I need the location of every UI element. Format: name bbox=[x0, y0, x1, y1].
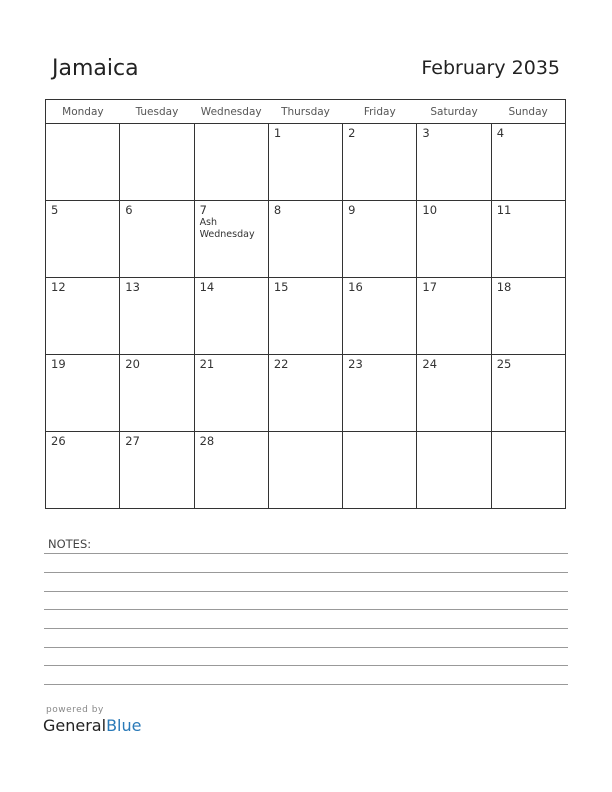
weekday-sunday: Sunday bbox=[491, 100, 565, 124]
weekday-saturday: Saturday bbox=[417, 100, 491, 124]
day-cell bbox=[120, 201, 194, 278]
day-cell bbox=[194, 124, 268, 201]
weekday-thursday: Thursday bbox=[268, 100, 342, 124]
day-cell bbox=[46, 432, 120, 509]
day-number: 13 bbox=[125, 280, 140, 294]
brand-logo-general: General bbox=[43, 716, 107, 735]
week-row bbox=[46, 278, 566, 355]
day-cell bbox=[194, 201, 268, 278]
note-line bbox=[44, 572, 568, 573]
day-cell bbox=[417, 124, 491, 201]
day-cell bbox=[343, 201, 417, 278]
day-cell bbox=[120, 124, 194, 201]
note-line bbox=[44, 665, 568, 666]
day-cell bbox=[46, 278, 120, 355]
day-number: 17 bbox=[422, 280, 438, 294]
day-number: 10 bbox=[422, 203, 438, 217]
note-line bbox=[44, 684, 568, 685]
day-number: 25 bbox=[496, 357, 512, 371]
day-cell bbox=[343, 355, 417, 432]
day-number: 1 bbox=[273, 126, 282, 140]
day-number: 2 bbox=[348, 126, 356, 140]
weekday-wednesday: Wednesday bbox=[194, 100, 268, 124]
weekday-tuesday: Tuesday bbox=[120, 100, 194, 124]
day-number: 19 bbox=[51, 357, 66, 371]
week-row bbox=[46, 124, 566, 201]
day-cell bbox=[46, 124, 120, 201]
week-row bbox=[46, 201, 566, 278]
note-line bbox=[44, 609, 568, 610]
day-cell bbox=[268, 201, 342, 278]
day-cell bbox=[194, 432, 268, 509]
weekday-monday: Monday bbox=[46, 100, 120, 124]
powered-by-text: powered by bbox=[46, 705, 104, 715]
day-number: 9 bbox=[348, 203, 356, 217]
day-cell bbox=[268, 278, 342, 355]
day-number: 23 bbox=[348, 357, 363, 371]
day-cell bbox=[194, 355, 268, 432]
note-line bbox=[44, 647, 568, 648]
day-cell bbox=[491, 432, 565, 509]
day-cell bbox=[343, 124, 417, 201]
day-cell bbox=[46, 355, 120, 432]
month-title: February 2035 bbox=[421, 57, 560, 79]
brand-logo-blue: Blue bbox=[106, 716, 142, 735]
day-number: 12 bbox=[51, 280, 66, 294]
day-cell bbox=[268, 124, 342, 201]
day-cell bbox=[343, 432, 417, 509]
weekday-header-row bbox=[46, 100, 566, 124]
note-line bbox=[44, 553, 568, 554]
day-cell bbox=[194, 278, 268, 355]
day-number: 16 bbox=[348, 280, 363, 294]
day-number: 22 bbox=[273, 357, 289, 371]
week-row bbox=[46, 355, 566, 432]
day-cell bbox=[343, 278, 417, 355]
day-cell bbox=[120, 278, 194, 355]
day-cell bbox=[268, 355, 342, 432]
day-number: 5 bbox=[51, 203, 59, 217]
day-cell bbox=[120, 355, 194, 432]
brand-logo bbox=[43, 716, 141, 735]
day-number: 4 bbox=[496, 126, 505, 140]
holiday-label: Ash Wednesday bbox=[199, 217, 255, 240]
day-number: 8 bbox=[273, 203, 282, 217]
day-number: 18 bbox=[496, 280, 512, 294]
day-number: 24 bbox=[422, 357, 438, 371]
week-row bbox=[46, 432, 566, 509]
day-number: 15 bbox=[273, 280, 289, 294]
day-cell bbox=[46, 201, 120, 278]
day-cell bbox=[417, 355, 491, 432]
country-title: Jamaica bbox=[52, 56, 139, 81]
calendar-grid bbox=[45, 99, 566, 509]
day-cell bbox=[268, 432, 342, 509]
day-number: 11 bbox=[496, 203, 512, 217]
day-number: 21 bbox=[199, 357, 215, 371]
day-number: 3 bbox=[422, 126, 430, 140]
day-cell bbox=[491, 124, 565, 201]
day-cell bbox=[491, 278, 565, 355]
day-cell bbox=[120, 432, 194, 509]
day-cell bbox=[417, 201, 491, 278]
day-cell bbox=[491, 355, 565, 432]
day-number: 20 bbox=[125, 357, 140, 371]
day-number: 6 bbox=[125, 203, 133, 217]
day-number: 7 bbox=[199, 203, 207, 217]
day-number: 28 bbox=[199, 434, 215, 448]
day-number: 14 bbox=[199, 280, 215, 294]
day-number: 26 bbox=[51, 434, 66, 448]
note-line bbox=[44, 628, 568, 629]
day-cell bbox=[417, 278, 491, 355]
note-line bbox=[44, 591, 568, 592]
day-cell bbox=[491, 201, 565, 278]
notes-label: NOTES: bbox=[48, 537, 92, 551]
day-cell bbox=[417, 432, 491, 509]
weekday-friday: Friday bbox=[343, 100, 417, 124]
day-number: 27 bbox=[125, 434, 140, 448]
